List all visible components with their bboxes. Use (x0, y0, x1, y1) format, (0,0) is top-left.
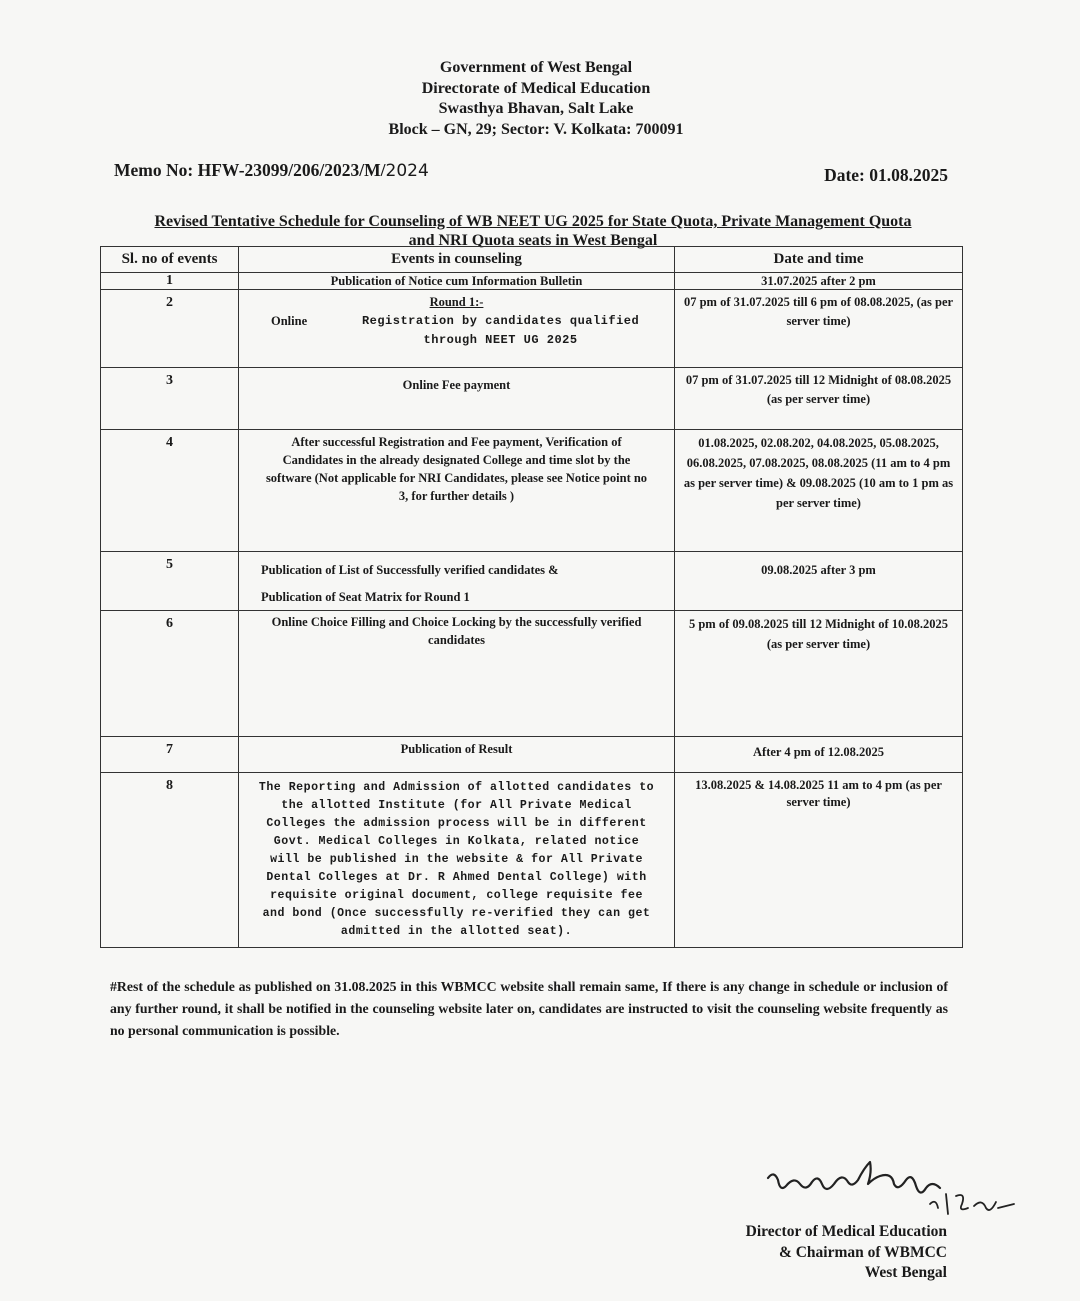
row-number: 4 (101, 430, 239, 552)
schedule-note: #Rest of the schedule as published on 31.08.2025 in this WBMCC website shall remain same, If there is any change in schedule or inclusion of any further round, it shall be notified in the counseling website later on, candidates are instructed to visit the counseling website frequently as no personal communication is possible. (110, 979, 948, 1038)
row-number: 2 (101, 290, 239, 368)
row-event-text: Registration by candidates qualified through NEET UG 2025 (361, 314, 640, 347)
table-row (101, 273, 963, 290)
row-event (239, 290, 675, 368)
row-event: The Reporting and Admission of allotted candidates to the allotted Institute (for All Private Medical Colleges the admission process will be in different Govt. Medical Colleges in Kolkata, related notice will be published in the website & for All Private Dental Colleges at Dr. R Ahmed Dental College) with requisite original document, college requisite fee and bond (Once successfully re-verified they can get admitted in the allotted seat). (239, 773, 675, 948)
memo-handwritten-year: 2024 (385, 161, 429, 181)
row-event: Online Fee payment (239, 368, 675, 430)
header-events: Events in counseling (239, 247, 675, 273)
row-date: 07 pm of 31.07.2025 till 6 pm of 08.08.2025, (as per server time) (675, 290, 963, 368)
row-number: 6 (101, 611, 239, 737)
letterhead (0, 58, 1080, 140)
row-event: Publication of Notice cum Information Bulletin (239, 273, 675, 290)
letterhead-line-government: Government of West Bengal (439, 59, 633, 76)
signatory-chairman: & Chairman of WBMCC (778, 1243, 947, 1261)
row-number: 3 (101, 368, 239, 430)
signatory-title: Director of Medical Education (745, 1223, 947, 1240)
letterhead-line-address: Block – GN, 29; Sector: V. Kolkata: 700091 (388, 120, 684, 138)
row-event (239, 552, 675, 611)
row-date: 07 pm of 31.07.2025 till 12 Midnight of 08.08.2025 (as per server time) (675, 368, 963, 430)
row-number: 5 (101, 552, 239, 611)
row-event-part-a: Publication of List of Successfully verified candidates & (261, 563, 559, 577)
row-number: 1 (101, 273, 239, 290)
row-event: After successful Registration and Fee payment, Verification of Candidates in the already designated College and time slot by the software (Not applicable for NRI Candidates, please see Notice point no 3, for further details ) (239, 430, 675, 552)
row-date: 01.08.2025, 02.08.202, 04.08.2025, 05.08.2025, 06.08.2025, 07.08.2025, 08.08.2025 (11 am to 4 pm as per server time) & 09.08.2025 (10 am to 1 pm as per server time) (675, 430, 963, 552)
subject-line-1: Revised Tentative Schedule for Counseling of WB NEET UG 2025 for State Quota, Private Management Quota (154, 213, 912, 230)
schedule-table (100, 246, 963, 948)
letterhead-line-directorate: Directorate of Medical Education (421, 79, 651, 97)
table-row (101, 368, 963, 430)
memo-date: Date: 01.08.2025 (824, 165, 948, 185)
table-header-row (101, 247, 963, 273)
table-row (101, 773, 963, 948)
row-date: After 4 pm of 12.08.2025 (675, 737, 963, 773)
table-row (101, 611, 963, 737)
mode-label: Online (271, 314, 308, 328)
table-row (101, 737, 963, 773)
table-row (101, 552, 963, 611)
row-number: 7 (101, 737, 239, 773)
letterhead-line-building: Swasthya Bhavan, Salt Lake (438, 100, 634, 117)
row-date: 09.08.2025 after 3 pm (675, 552, 963, 611)
memo-number (114, 160, 429, 181)
row-date: 31.07.2025 after 2 pm (675, 273, 963, 290)
row-date: 5 pm of 09.08.2025 till 12 Midnight of 10.08.2025 (as per server time) (675, 611, 963, 737)
round-label: Round 1:- (429, 295, 484, 309)
header-serial: Sl. no of events (101, 247, 239, 273)
signatory-block (700, 1222, 947, 1284)
signatory-state: West Bengal (864, 1264, 947, 1281)
memo-prefix: Memo No: HFW-23099/206/2023/M/ (114, 160, 386, 180)
table-row (101, 430, 963, 552)
row-event-part-b: Publication of Seat Matrix for Round 1 (261, 590, 470, 604)
row-date: 13.08.2025 & 14.08.2025 11 am to 4 pm (as per server time) (675, 773, 963, 948)
row-event: Publication of Result (239, 737, 675, 773)
notice-subject (120, 212, 946, 250)
handwritten-signature (760, 1158, 1020, 1228)
table-row (101, 290, 963, 368)
header-date-time: Date and time (675, 247, 963, 273)
subject-line-2: and NRI Quota seats in West Bengal (408, 232, 658, 249)
row-event: Online Choice Filling and Choice Locking by the successfully verified candidates (239, 611, 675, 737)
row-number: 8 (101, 773, 239, 948)
